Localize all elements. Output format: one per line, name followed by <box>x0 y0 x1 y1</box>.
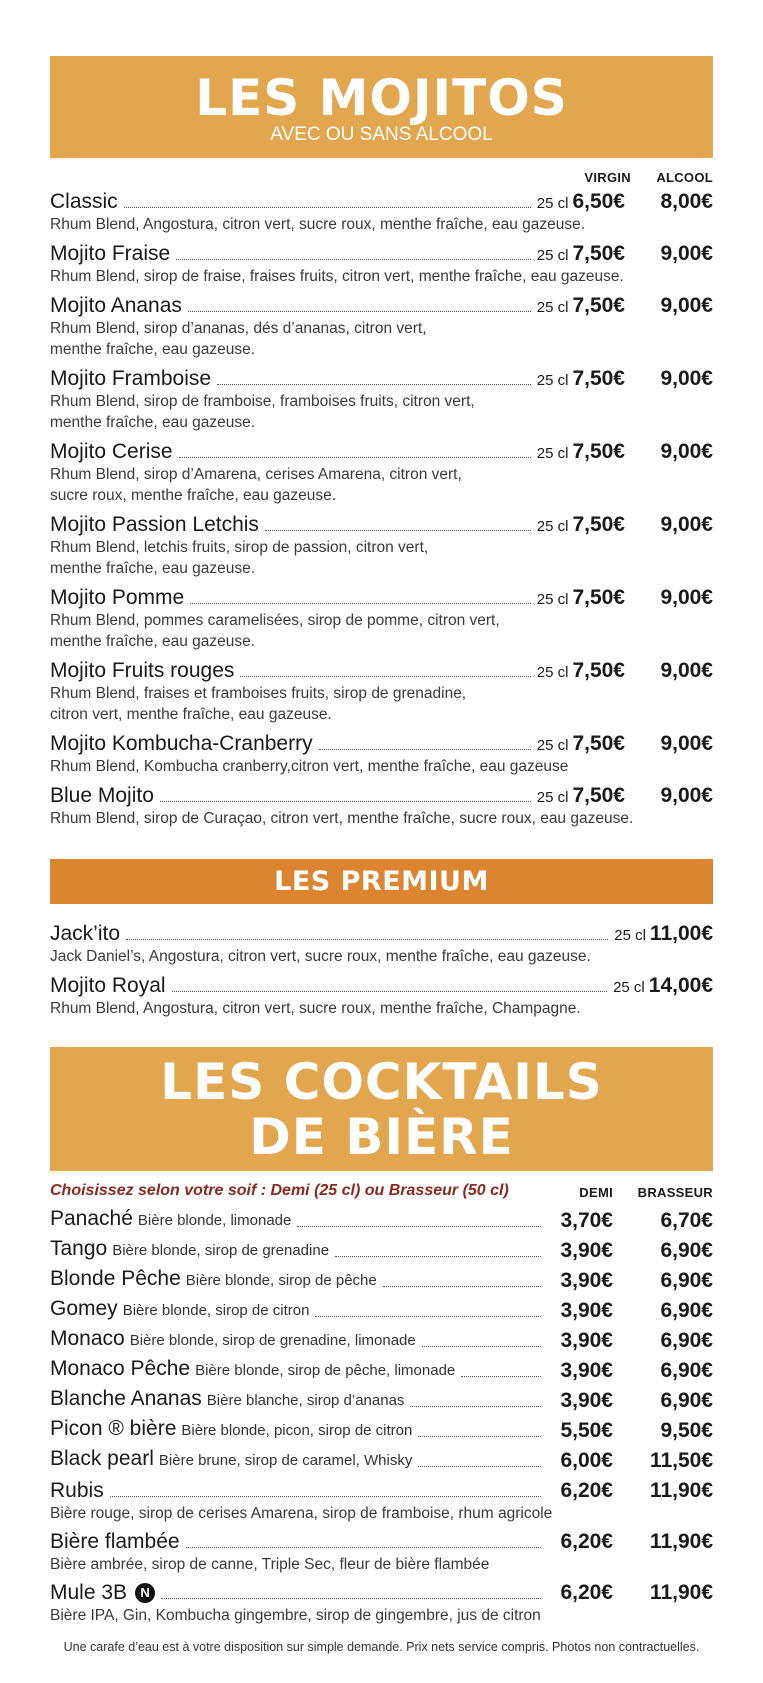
dot-leader <box>265 529 531 531</box>
item-description: Bière rouge, sirop de cerises Amarena, sirop de framboise, rhum agricole <box>50 1505 553 1522</box>
demi-column-header: DEMI <box>579 1185 613 1200</box>
item-name: Mojito Framboise <box>50 367 217 391</box>
item-volume: 25 cl <box>536 445 569 462</box>
virgin-price: 7,50€ <box>572 586 625 609</box>
dot-leader <box>418 1465 541 1467</box>
beer-cocktail-item <box>50 1203 713 1233</box>
brasseur-price: 6,70€ <box>660 1209 713 1232</box>
dot-leader <box>240 675 530 677</box>
item-volume: 25 cl <box>536 737 569 754</box>
brasseur-price: 9,50€ <box>660 1419 713 1442</box>
demi-price: 3,90€ <box>560 1389 613 1412</box>
item-name <box>50 1267 383 1293</box>
mojito-item <box>50 730 713 777</box>
item-description: Rhum Blend, fraises et framboises fruits, sirop de grenadine, citron vert, menthe fraîche, eau gazeuse. <box>50 685 467 723</box>
beer-row <box>50 1413 713 1443</box>
item-name-text: Monaco Pêche <box>50 1357 191 1380</box>
item-volume: 25 cl <box>536 789 569 806</box>
virgin-price: 7,50€ <box>572 294 625 317</box>
brasseur-price: 6,90€ <box>660 1269 713 1292</box>
dot-leader <box>179 456 531 458</box>
dot-leader <box>124 206 531 208</box>
premium-price: 14,00€ <box>648 974 713 997</box>
item-name: Mojito Kombucha-Cranberry <box>50 732 319 756</box>
item-ingredients: Bière blonde, picon, sirop de citron <box>181 1422 413 1439</box>
beer-cocktail-item <box>50 1383 713 1413</box>
mojito-row <box>50 782 713 808</box>
brasseur-price: 6,90€ <box>660 1359 713 1382</box>
dot-leader <box>190 602 531 604</box>
item-name <box>50 1530 186 1554</box>
demi-price: 6,20€ <box>560 1530 613 1553</box>
mojito-row <box>50 730 713 756</box>
item-ingredients: Bière blonde, sirop de grenadine, limonade <box>129 1332 416 1349</box>
footer-note: Une carafe d’eau est à votre disposition sur simple demande. Prix nets service compris. Photos non contractuelles. <box>63 1640 700 1654</box>
item-name <box>50 1327 422 1353</box>
item-name-text: Bière flambée <box>50 1530 180 1553</box>
alcool-price: 9,00€ <box>660 784 713 807</box>
item-name: Mojito Pomme <box>50 586 190 610</box>
dot-leader <box>383 1285 541 1287</box>
brasseur-price: 6,90€ <box>660 1389 713 1412</box>
beer-row <box>50 1263 713 1293</box>
menu-page <box>50 56 713 1654</box>
item-volume: 25 cl <box>536 664 569 681</box>
mojito-row <box>50 240 713 266</box>
brasseur-price: 11,90€ <box>649 1530 713 1553</box>
demi-price: 3,90€ <box>560 1359 613 1382</box>
beer-row <box>50 1293 713 1323</box>
mojitos-banner <box>50 56 713 158</box>
mojitos-title: LES MOJITOS <box>195 69 568 127</box>
dot-leader <box>315 1315 541 1317</box>
item-name: Blue Mojito <box>50 784 160 808</box>
beer-cocktail-item <box>50 1413 713 1443</box>
virgin-price: 7,50€ <box>572 659 625 682</box>
item-volume: 25 cl <box>536 299 569 316</box>
virgin-price: 7,50€ <box>572 440 625 463</box>
premium-list <box>50 920 713 1019</box>
premium-row <box>50 972 713 998</box>
item-description: Rhum Blend, sirop d’ananas, dés d’ananas, citron vert, menthe fraîche, eau gazeuse. <box>50 320 427 358</box>
item-name-text: Monaco <box>50 1327 125 1350</box>
demi-price: 3,90€ <box>560 1329 613 1352</box>
mojito-list <box>50 188 713 829</box>
mojito-item <box>50 188 713 235</box>
mojito-row <box>50 584 713 610</box>
beer-cocktail-item <box>50 1263 713 1293</box>
item-ingredients: Bière brune, sirop de caramel, Whisky <box>158 1452 413 1469</box>
demi-price: 3,90€ <box>560 1299 613 1322</box>
brasseur-price: 6,90€ <box>660 1239 713 1262</box>
item-name-text: Gomey <box>50 1297 118 1320</box>
item-name-text: Tango <box>50 1237 108 1260</box>
brasseur-price: 11,50€ <box>649 1449 713 1472</box>
alcool-price: 9,00€ <box>660 294 713 317</box>
alcool-price: 9,00€ <box>660 367 713 390</box>
beer-cocktail-item <box>50 1473 713 1524</box>
virgin-price: 7,50€ <box>572 367 625 390</box>
item-volume: 25 cl <box>536 518 569 535</box>
item-volume: 25 cl <box>536 195 569 212</box>
beer-row <box>50 1473 713 1503</box>
virgin-price: 6,50€ <box>572 190 625 213</box>
demi-price: 6,20€ <box>560 1581 613 1604</box>
dot-leader <box>172 990 608 992</box>
alcool-price: 9,00€ <box>660 586 713 609</box>
virgin-column-header: VIRGIN <box>584 170 631 185</box>
premium-item <box>50 920 713 967</box>
dot-leader <box>418 1435 541 1437</box>
item-name <box>50 1479 110 1503</box>
item-name: Jack’ito <box>50 922 126 946</box>
dot-leader <box>422 1345 541 1347</box>
item-description: Rhum Blend, pommes caramelisées, sirop de pomme, citron vert, menthe fraîche, eau gazeuse. <box>50 612 500 650</box>
size-choice-note: Choisissez selon votre soif : Demi (25 cl) ou Brasseur (50 cl) <box>50 1182 509 1199</box>
item-description: Rhum Blend, Angostura, citron vert, sucre roux, menthe fraîche, eau gazeuse. <box>50 216 586 233</box>
demi-price: 5,50€ <box>560 1419 613 1442</box>
mojito-row <box>50 188 713 214</box>
virgin-price: 7,50€ <box>572 784 625 807</box>
item-name-text: Blonde Pêche <box>50 1267 181 1290</box>
virgin-price: 7,50€ <box>572 513 625 536</box>
demi-price: 3,70€ <box>560 1209 613 1232</box>
mojito-item <box>50 782 713 829</box>
mojitos-subtitle: AVEC OU SANS ALCOOL <box>270 124 493 145</box>
dot-leader <box>297 1225 541 1227</box>
beer-row <box>50 1575 713 1605</box>
beer-row <box>50 1443 713 1473</box>
item-description: Rhum Blend, sirop de fraise, fraises fruits, citron vert, menthe fraîche, eau gazeuse. <box>50 268 624 285</box>
item-name-text: Panaché <box>50 1207 133 1230</box>
mojito-row <box>50 657 713 683</box>
beer-cocktail-item <box>50 1443 713 1473</box>
item-name-text: Mule 3B <box>50 1581 128 1604</box>
brasseur-price: 6,90€ <box>660 1329 713 1352</box>
dot-leader <box>335 1255 541 1257</box>
beer-cocktails-title-line2: DE BIÈRE <box>249 1108 514 1166</box>
item-description: Rhum Blend, sirop d’Amarena, cerises Amarena, citron vert, sucre roux, menthe fraîche, eau gazeuse. <box>50 466 462 504</box>
brasseur-price: 11,90€ <box>649 1581 713 1604</box>
item-name: Classic <box>50 190 124 214</box>
beer-row <box>50 1203 713 1233</box>
brasseur-price: 6,90€ <box>660 1299 713 1322</box>
dot-leader <box>176 258 531 260</box>
item-name <box>50 1297 315 1323</box>
item-description: Bière ambrée, sirop de canne, Triple Sec, fleur de bière flambée <box>50 1556 490 1573</box>
mojitos-column-headers <box>50 158 713 188</box>
item-name: Mojito Royal <box>50 974 172 998</box>
mojito-row <box>50 365 713 391</box>
dot-leader <box>319 748 531 750</box>
item-volume: 25 cl <box>536 247 569 264</box>
dot-leader <box>110 1495 541 1497</box>
mojito-row <box>50 438 713 464</box>
item-description: Rhum Blend, Angostura, citron vert, sucre roux, menthe fraîche, Champagne. <box>50 1000 581 1017</box>
mojito-item <box>50 292 713 360</box>
item-ingredients: Bière blonde, sirop de pêche, limonade <box>195 1362 456 1379</box>
new-badge-icon: N <box>135 1583 155 1603</box>
item-ingredients: Bière blonde, limonade <box>137 1212 292 1229</box>
beer-cocktail-item <box>50 1233 713 1263</box>
item-volume: 25 cl <box>614 927 646 944</box>
demi-price: 6,00€ <box>560 1449 613 1472</box>
item-name-text: Rubis <box>50 1479 104 1502</box>
premium-price: 11,00€ <box>649 922 713 945</box>
item-name <box>50 1387 410 1413</box>
item-name <box>50 1417 418 1443</box>
mojito-item <box>50 584 713 652</box>
mojito-item <box>50 438 713 506</box>
dot-leader <box>126 938 608 940</box>
item-volume: 25 cl <box>613 979 645 996</box>
item-name: Mojito Fruits rouges <box>50 659 240 683</box>
premium-banner <box>50 859 713 904</box>
mojito-row <box>50 292 713 318</box>
virgin-price: 7,50€ <box>572 732 625 755</box>
alcool-price: 9,00€ <box>660 242 713 265</box>
alcool-price: 9,00€ <box>660 659 713 682</box>
alcool-column-header: ALCOOL <box>656 170 713 185</box>
dot-leader <box>161 1597 541 1599</box>
item-ingredients: Bière blonde, sirop de citron <box>122 1302 310 1319</box>
item-name: Mojito Passion Letchis <box>50 513 265 537</box>
item-description: Bière IPA, Gin, Kombucha gingembre, sirop de gingembre, jus de citron <box>50 1607 541 1624</box>
item-ingredients: Bière blanche, sirop d’ananas <box>206 1392 405 1409</box>
dot-leader <box>160 800 531 802</box>
mojito-item <box>50 511 713 579</box>
dot-leader <box>217 383 531 385</box>
beer-cocktail-item <box>50 1575 713 1626</box>
beer-column-headers <box>50 1171 713 1203</box>
premium-title: LES PREMIUM <box>274 866 489 897</box>
brasseur-price: 11,90€ <box>649 1479 713 1502</box>
beer-cocktail-list <box>50 1203 713 1626</box>
mojito-item <box>50 365 713 433</box>
alcool-price: 9,00€ <box>660 440 713 463</box>
alcool-price: 9,00€ <box>660 513 713 536</box>
item-name <box>50 1447 418 1473</box>
beer-row <box>50 1383 713 1413</box>
demi-price: 3,90€ <box>560 1239 613 1262</box>
demi-price: 3,90€ <box>560 1269 613 1292</box>
alcool-price: 9,00€ <box>660 732 713 755</box>
alcool-price: 8,00€ <box>660 190 713 213</box>
dot-leader <box>188 310 531 312</box>
beer-cocktail-item <box>50 1293 713 1323</box>
beer-row <box>50 1524 713 1554</box>
item-name-text: Blanche Ananas <box>50 1387 202 1410</box>
item-volume: 25 cl <box>536 591 569 608</box>
beer-cocktails-banner <box>50 1047 713 1171</box>
item-description: Rhum Blend, letchis fruits, sirop de passion, citron vert, menthe fraîche, eau gazeuse. <box>50 539 429 577</box>
item-description: Rhum Blend, sirop de framboise, framboises fruits, citron vert, menthe fraîche, eau gazeuse. <box>50 393 475 431</box>
item-description: Rhum Blend, Kombucha cranberry,citron vert, menthe fraîche, eau gazeuse <box>50 758 569 775</box>
item-name: Mojito Fraise <box>50 242 176 266</box>
item-name <box>50 1237 335 1263</box>
item-description: Jack Daniel’s, Angostura, citron vert, sucre roux, menthe fraîche, eau gazeuse. <box>50 948 591 965</box>
item-volume: 25 cl <box>536 372 569 389</box>
beer-cocktails-title-line1: LES COCKTAILS <box>160 1053 603 1111</box>
item-name-text: Picon ® bière <box>50 1417 177 1440</box>
demi-price: 6,20€ <box>560 1479 613 1502</box>
beer-row <box>50 1233 713 1263</box>
item-name <box>50 1207 297 1233</box>
premium-item <box>50 972 713 1019</box>
item-name <box>50 1581 161 1605</box>
item-name <box>50 1357 461 1383</box>
mojito-item <box>50 240 713 287</box>
item-ingredients: Bière blonde, sirop de grenadine <box>112 1242 330 1259</box>
virgin-price: 7,50€ <box>572 242 625 265</box>
beer-row <box>50 1353 713 1383</box>
mojito-item <box>50 657 713 725</box>
beer-cocktail-item <box>50 1353 713 1383</box>
beer-cocktail-item <box>50 1323 713 1353</box>
item-name-text: Black pearl <box>50 1447 154 1470</box>
dot-leader <box>461 1375 541 1377</box>
mojito-row <box>50 511 713 537</box>
item-description: Rhum Blend, sirop de Curaçao, citron vert, menthe fraîche, sucre roux, eau gazeuse. <box>50 810 634 827</box>
premium-row <box>50 920 713 946</box>
dot-leader <box>410 1405 541 1407</box>
item-name: Mojito Ananas <box>50 294 188 318</box>
beer-row <box>50 1323 713 1353</box>
item-ingredients: Bière blonde, sirop de pêche <box>185 1272 377 1289</box>
item-name: Mojito Cerise <box>50 440 179 464</box>
beer-cocktail-item <box>50 1524 713 1575</box>
dot-leader <box>186 1546 541 1548</box>
brasseur-column-header: BRASSEUR <box>637 1185 713 1200</box>
